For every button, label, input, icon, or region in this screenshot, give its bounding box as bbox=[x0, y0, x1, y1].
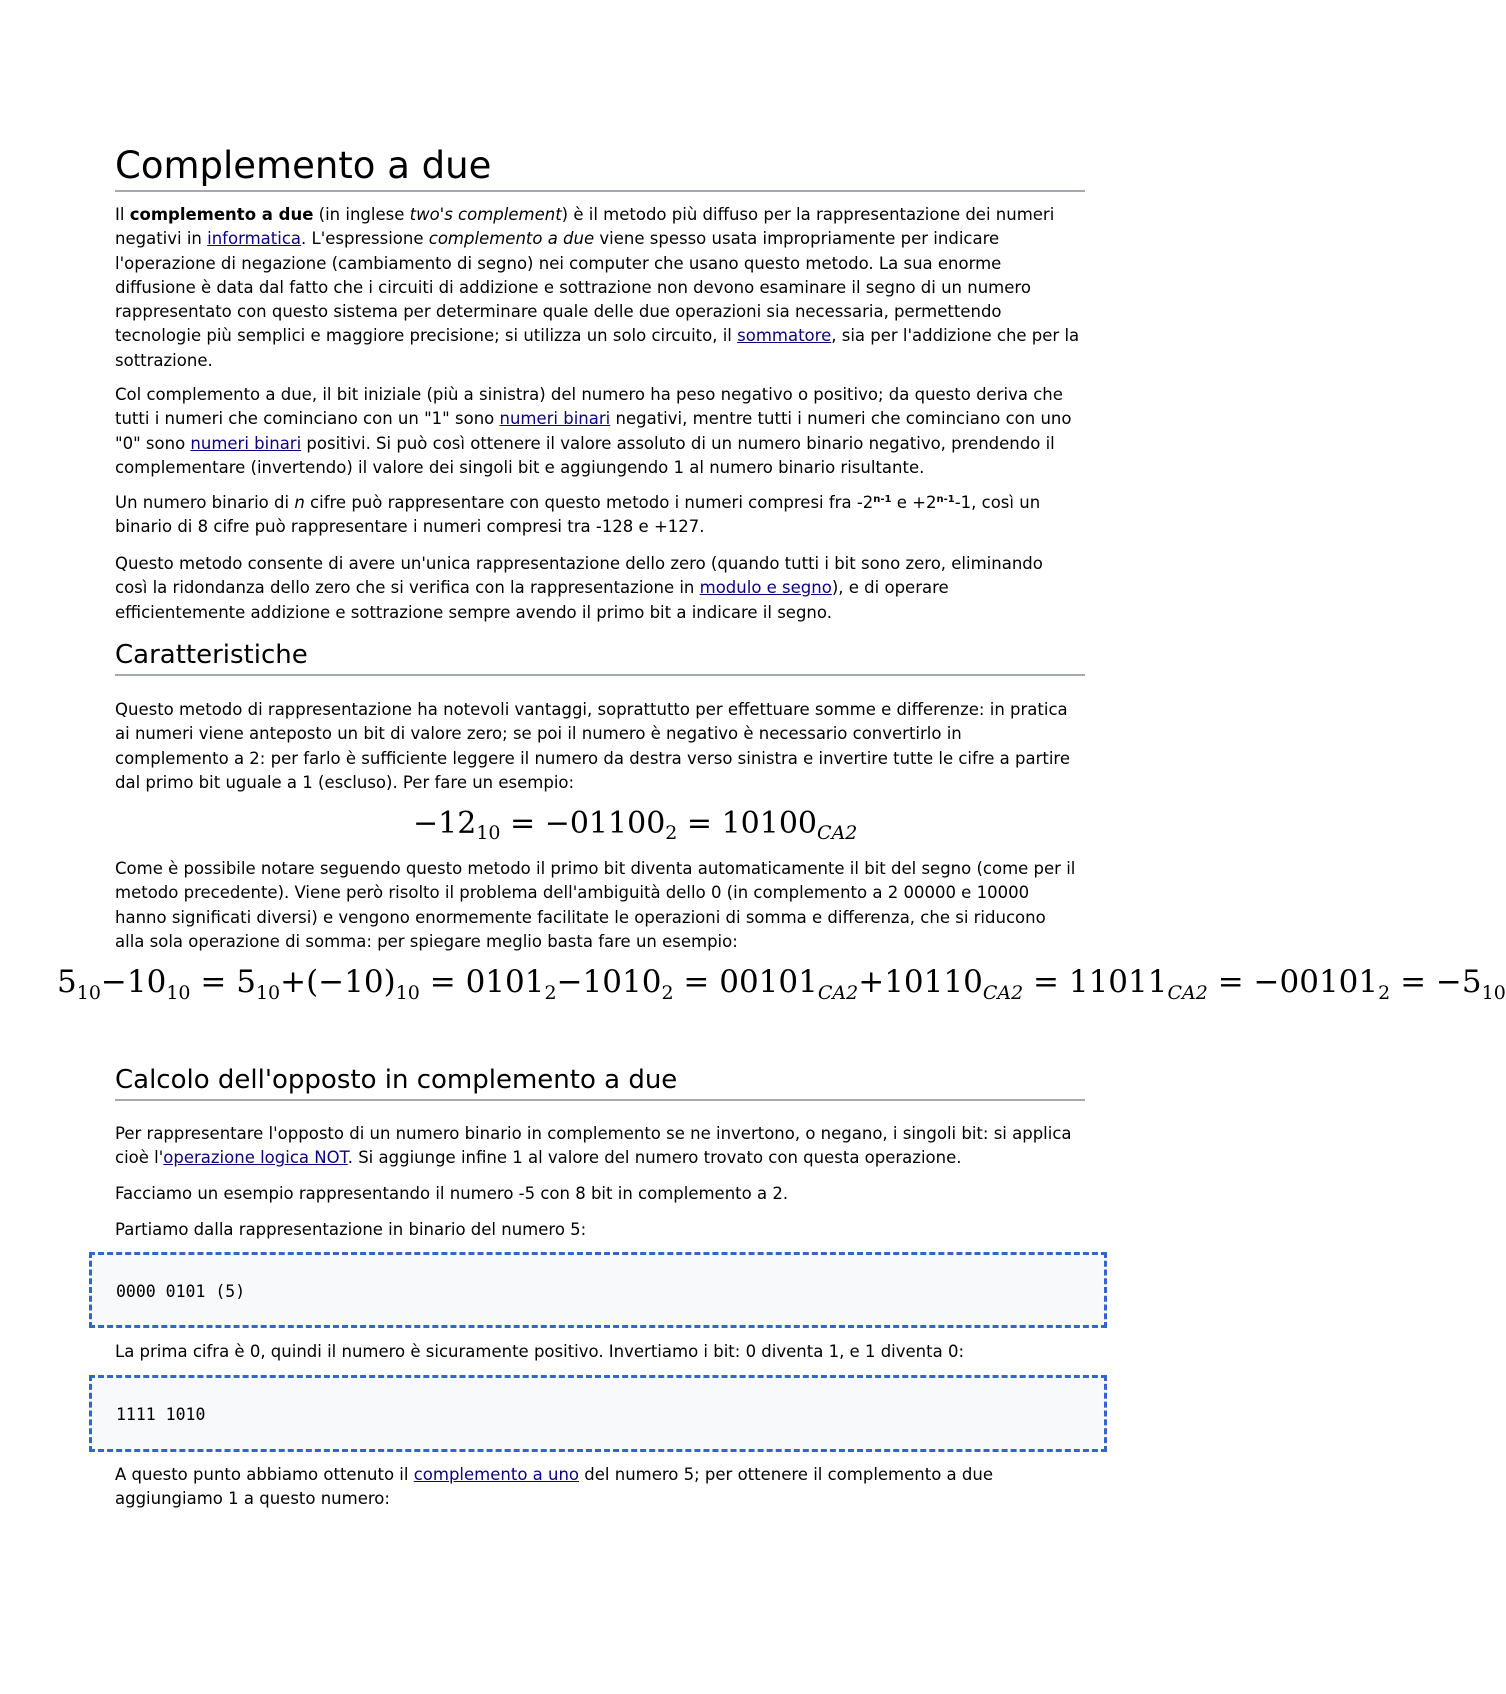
intro-paragraph-4: Questo metodo consente di avere un'unica rappresentazione dello zero (quando tutti i bit sono zero, eliminando così la ridondanza dello zero che si verifica con la rappresentazione in modulo e segno), e di operare efficientemente addizione e sottrazione sempre avendo il primo bit a indicare il segno. bbox=[115, 554, 1043, 622]
section2-paragraph-3: Partiamo dalla rappresentazione in binario del numero 5: bbox=[115, 1220, 587, 1239]
link-informatica[interactable]: informatica bbox=[207, 229, 302, 249]
link-modulo-e-segno[interactable]: modulo e segno bbox=[699, 578, 832, 598]
code-block-5 bbox=[89, 1252, 1107, 1328]
link-complemento-a-uno[interactable]: complemento a uno bbox=[413, 1465, 580, 1484]
code-text: 1111 1010 bbox=[116, 1405, 206, 1424]
section-heading-caratteristiche: Caratteristiche bbox=[115, 638, 1085, 676]
intro-paragraph-2: Col complemento a due, il bit iniziale (più a sinistra) del numero ha peso negativo o positivo; da questo deriva che tutti i numeri che cominciano con un "1" sono numeri binari negativi, mentre tutti i numeri che cominciano con uno "0" sono numeri binari positivi. Si può così ottenere il valore assoluto di un numero binario negativo, prendendo il complementare (invertendo) il valore dei singoli bit e aggiungendo 1 al numero binario risultante. bbox=[115, 385, 1072, 477]
link-sommatore[interactable]: sommatore bbox=[737, 326, 832, 346]
code-text: 0000 0101 (5) bbox=[116, 1282, 246, 1301]
bold-term: complemento a due bbox=[129, 205, 314, 224]
link-numeri-binari[interactable]: numeri binari bbox=[190, 433, 302, 453]
link-numeri-binari[interactable]: numeri binari bbox=[499, 409, 611, 429]
formula-example-2: $5_{10}-10_{10} = 5_{10}+(-10)_{10} = 0101_2-1010_2 = 00101_{CA2}+10110_{CA2} = 11011_{CA2} = -00101_2 = -5_{10}$ bbox=[57, 964, 1506, 1004]
section2-paragraph-2: Facciamo un esempio rappresentando il numero -5 con 8 bit in complemento a 2. bbox=[115, 1184, 789, 1203]
intro-paragraph-1: Il complemento a due (in inglese two's complement) è il metodo più diffuso per la rappresentazione dei numeri negativi in informatica. L'espressione complemento a due viene spesso usata impropriamente per indicare l'operazione di negazione (cambiamento di segno) nei computer che usano questo metodo. La sua enorme diffusione è data dal fatto che i circuiti di addizione e sottrazione non devono esaminare il segno di un numero rappresentato con questo sistema per determinare quale delle due operazioni sia necessaria, permettendo tecnologie più semplici e maggiore precisione; si utilizza un solo circuito, il sommatore, sia per l'addizione che per la sottrazione. bbox=[115, 205, 1080, 370]
formula-example-1: $-12_{10} = -01100_2 = 10100_{CA2}$ bbox=[413, 806, 858, 844]
italic-term: complemento a due bbox=[428, 229, 595, 249]
italic-term: two's complement bbox=[409, 205, 562, 224]
section2-paragraph-4: La prima cifra è 0, quindi il numero è sicuramente positivo. Invertiamo i bit: 0 diventa 1, e 1 diventa 0: bbox=[115, 1342, 965, 1361]
link-operazione-logica-not[interactable]: operazione logica NOT bbox=[163, 1148, 348, 1168]
section2-paragraph-1: Per rappresentare l'opposto di un numero binario in complemento se ne invertono, o negano, i singoli bit: si applica cioè l'operazione logica NOT. Si aggiunge infine 1 al valore del numero trovato con questa operazione. bbox=[115, 1124, 1072, 1168]
code-block-inverted bbox=[89, 1375, 1107, 1452]
section-heading-calcolo-opposto: Calcolo dell'opposto in complemento a due bbox=[115, 1063, 1085, 1101]
section2-paragraph-5: A questo punto abbiamo ottenuto il complemento a uno del numero 5; per ottenere il complemento a due aggiungiamo 1 a questo numero: bbox=[115, 1465, 993, 1509]
intro-paragraph-3: Un numero binario di n cifre può rappresentare con questo metodo i numeri compresi fra -2$^{n-1}$ $e +2^{n-1}-1$, così un binario di 8 cifre può rappresentare i numeri compresi tra -128 e +127. bbox=[115, 493, 1041, 537]
page-title: Complemento a due bbox=[115, 144, 1085, 192]
section1-paragraph-2: Come è possibile notare seguendo questo metodo il primo bit diventa automaticamente il bit del segno (come per il metodo precedente). Viene però risolto il problema dell'ambiguità dello 0 (in complemento a 2 00000 e 10000 hanno significati diversi) e vengono enormemente facilitate le operazioni di somma e differenza, che si riducono alla sola operazione di somma: per spiegare meglio basta fare un esempio: bbox=[115, 859, 1076, 951]
section1-paragraph-1: Questo metodo di rappresentazione ha notevoli vantaggi, soprattutto per effettuare somme e differenze: in pratica ai numeri viene anteposto un bit di valore zero; se poi il numero è negativo è necessario convertirlo in complemento a 2: per farlo è sufficiente leggere il numero da destra verso sinistra e invertire tutte le cifre a partire dal primo bit uguale a 1 (escluso). Per fare un esempio: bbox=[115, 700, 1070, 792]
